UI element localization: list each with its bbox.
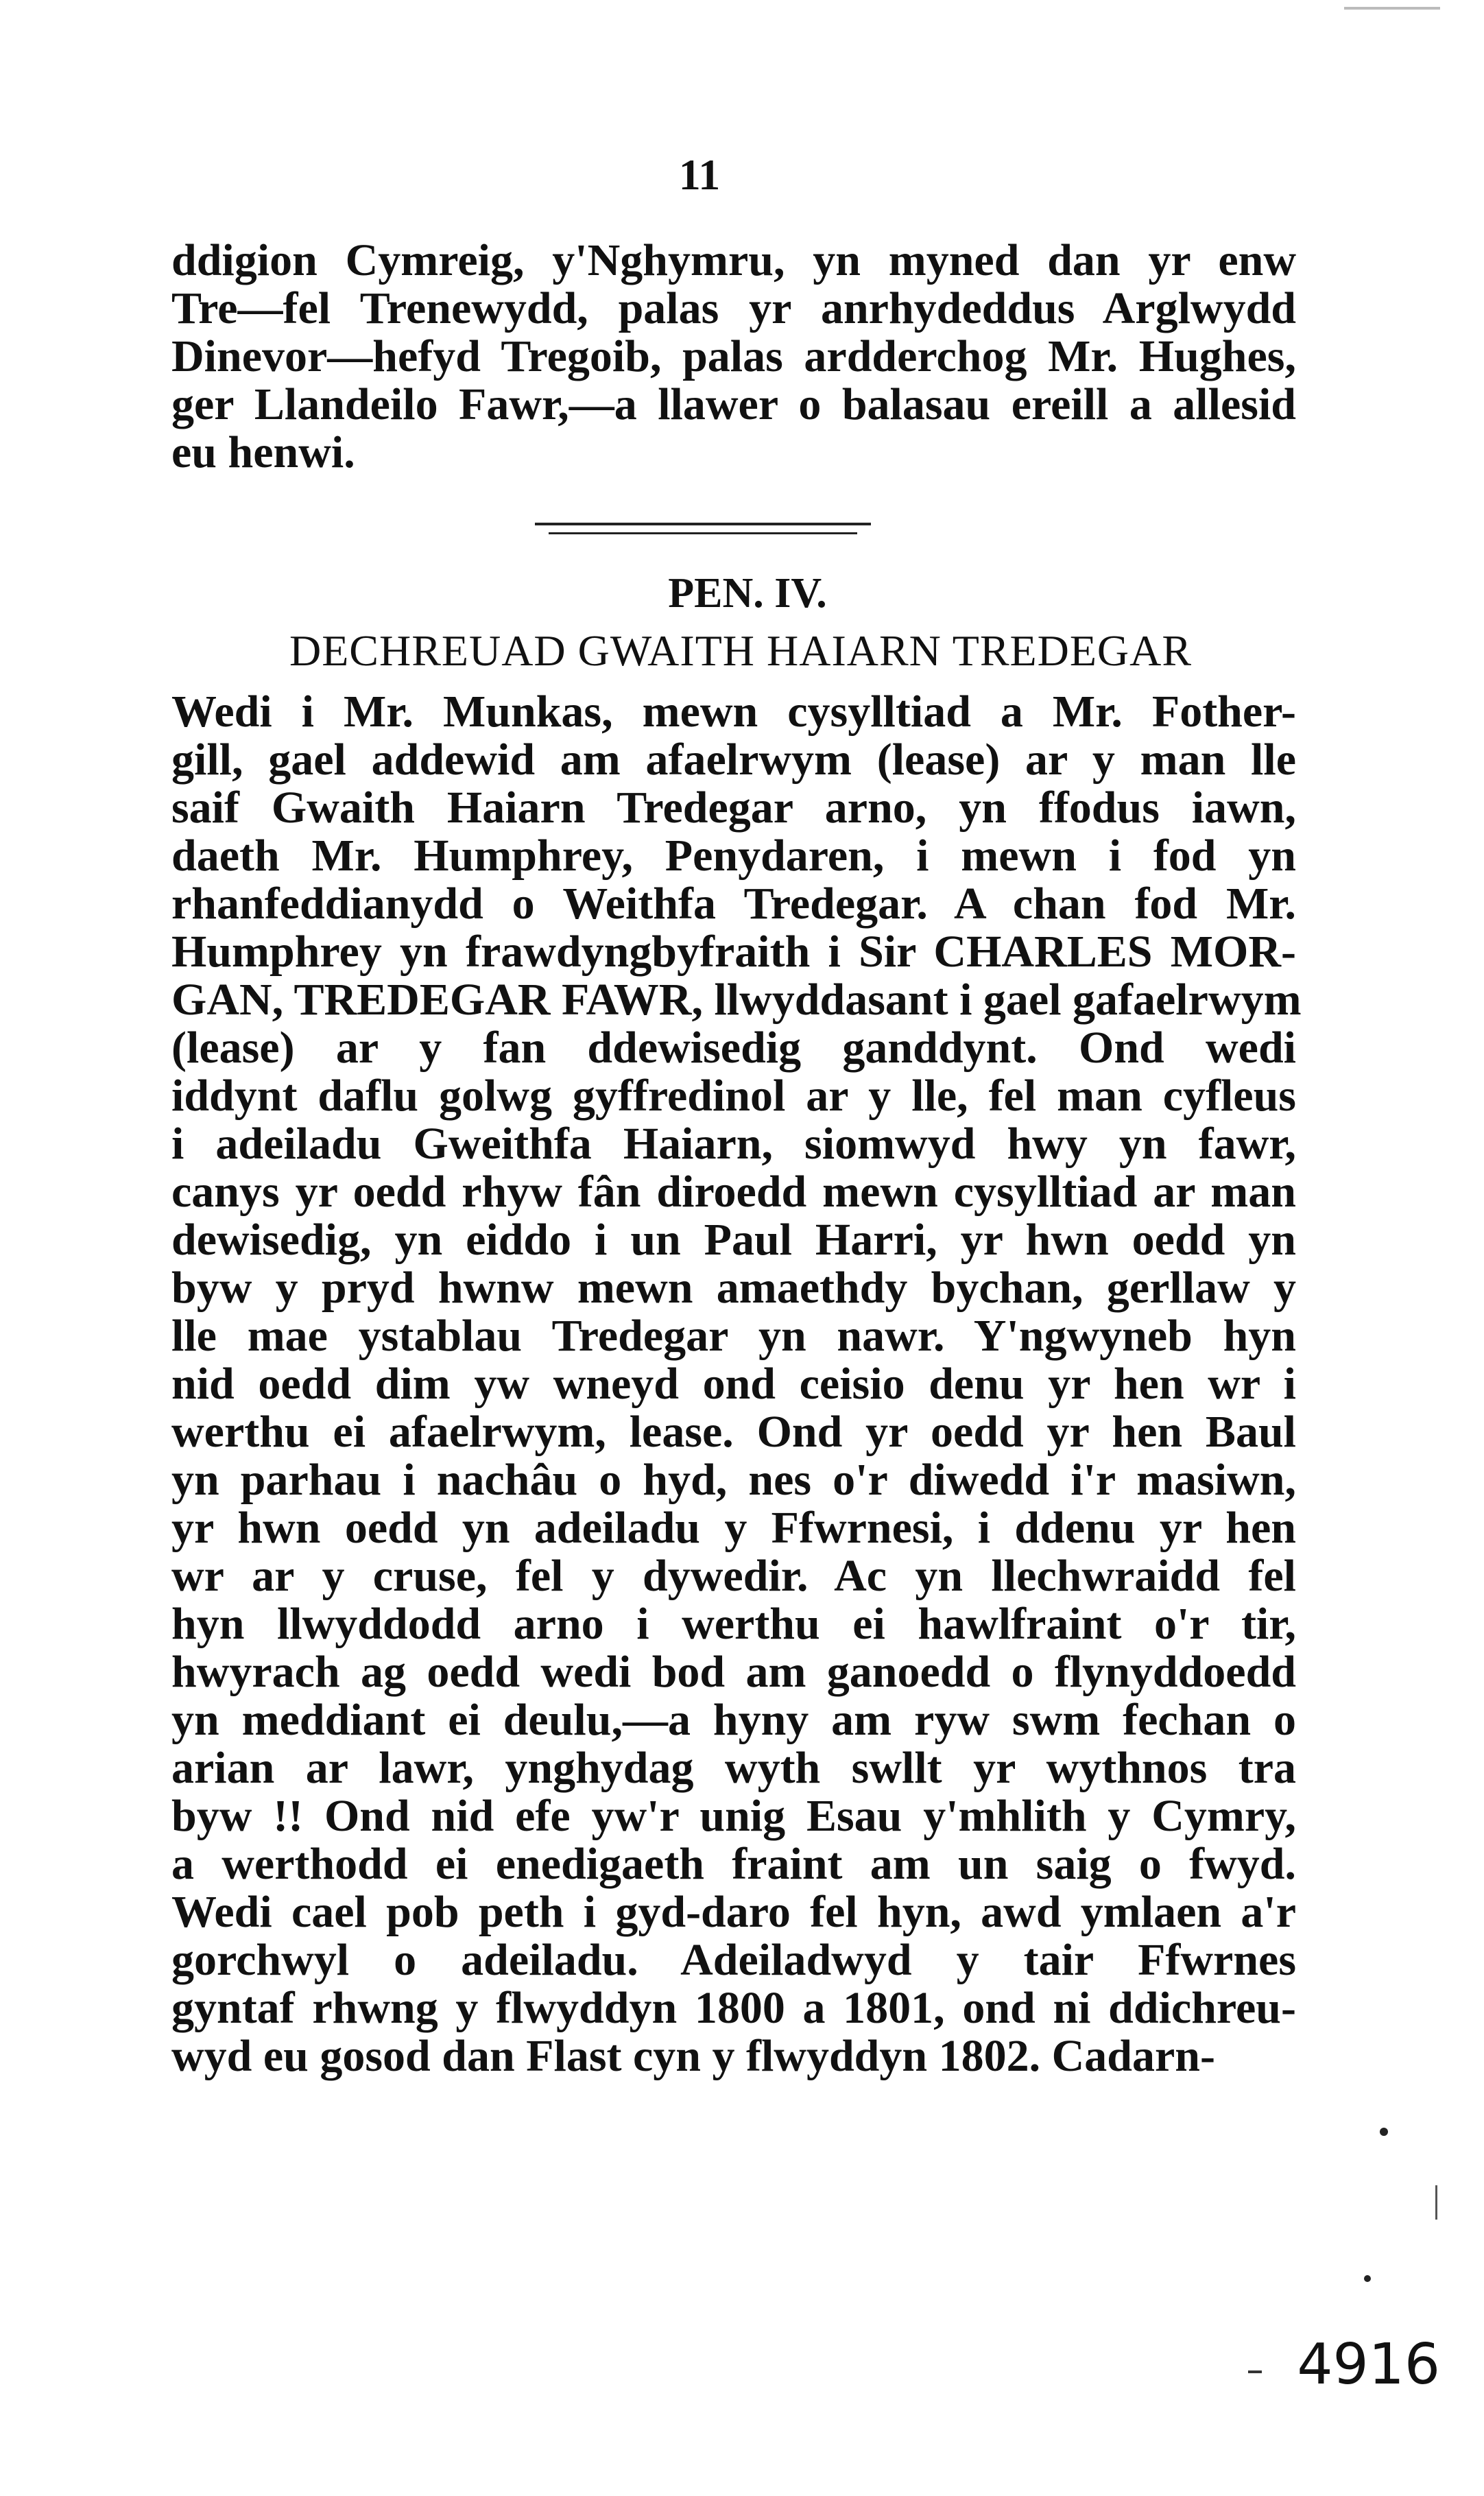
text-line: saif Gwaith Haiarn Tredegar arno, yn ffodus iawn, [171, 783, 1296, 833]
text-line: lle mae ystablau Tredegar yn nawr. Y'ngwyneb hyn [171, 1311, 1296, 1361]
text-line: wr ar y cruse, fel y dywedir. Ac yn llechwraidd fel [171, 1551, 1296, 1601]
text-line: dewisedig, yn eiddo i un Paul Harri, yr hwn oedd yn [171, 1215, 1296, 1265]
text-line: (lease) ar y fan ddewisedig ganddynt. Ond wedi [171, 1023, 1296, 1073]
text-line: Tre—fel Trenewydd, palas yr anrhydeddus Arglwydd [171, 283, 1296, 333]
text-line: yn parhau i nachâu o hyd, nes o'r diwedd i'r masiwn, [171, 1455, 1296, 1505]
text-line: hwyrach ag oedd wedi bod am ganoedd o flynyddoedd [171, 1647, 1296, 1697]
text-line: i adeiladu Gweithfa Haiarn, siomwyd hwy yn fawr, [171, 1119, 1296, 1169]
text-line: Wedi cael pob peth i gyd-daro fel hyn, awd ymlaen a'r [171, 1887, 1296, 1937]
text-line: GAN, TREDEGAR FAWR, llwyddasant i gael gafaelrwym [171, 975, 1302, 1025]
text-line: iddynt daflu golwg gyffredinol ar y lle, fel man cyfleus [171, 1071, 1296, 1121]
text-line: gorchwyl o adeiladu. Adeiladwyd y tair Ffwrnes [171, 1935, 1296, 1985]
text-line: ger Llandeilo Fawr,—a llawer o balasau ereill a allesid [171, 379, 1296, 429]
chapter-label: PEN. IV. [668, 570, 827, 617]
ink-speck [1364, 2275, 1371, 2282]
text-line: byw !! Ond nid efe yw'r unig Esau y'mhlith y Cymry, [171, 1791, 1296, 1841]
catalog-dash [1248, 2370, 1262, 2373]
text-line: eu henwi. [171, 427, 355, 477]
text-line: nid oedd dim yw wneyd ond ceisio denu yr hen wr i [171, 1359, 1296, 1409]
text-line: wyd eu gosod dan Flast cyn y flwyddyn 1802. Cadarn- [171, 2031, 1215, 2081]
text-line: yr hwn oedd yn adeiladu y Ffwrnesi, i ddenu yr hen [171, 1503, 1296, 1553]
page-number: 11 [678, 150, 721, 199]
text-line: gyntaf rhwng y flwyddyn 1800 a 1801, ond ni ddichreu- [171, 1983, 1296, 2033]
text-line: a werthodd ei enedigaeth fraint am un saig o fwyd. [171, 1839, 1296, 1889]
text-line: ddigion Cymreig, y'Nghymru, yn myned dan yr enw [171, 235, 1296, 285]
text-line: Wedi i Mr. Munkas, mewn cysylltiad a Mr. Fother- [171, 687, 1296, 737]
text-line: daeth Mr. Humphrey, Penydaren, i mewn i fod yn [171, 831, 1296, 881]
text-line: canys yr oedd rhyw fân diroedd mewn cysylltiad ar man [171, 1167, 1296, 1217]
text-line: rhanfeddianydd o Weithfa Tredegar. A chan fod Mr. [171, 879, 1296, 929]
ink-speck [1380, 2128, 1388, 2136]
catalog-number: 4916 [1297, 2332, 1440, 2397]
ink-speck [1435, 2185, 1437, 2220]
text-line: byw y pryd hwnw mewn amaethdy bychan, gerllaw y [171, 1263, 1296, 1313]
text-line: Dinevor—hefyd Tregoib, palas ardderchog Mr. Hughes, [171, 331, 1296, 381]
text-line: gill, gael addewid am afaelrwym (lease) ar y man lle [171, 735, 1296, 785]
text-line: Humphrey yn frawdyngbyfraith i Sir CHARLES MOR- [171, 927, 1296, 977]
chapter-title: DECHREUAD GWAITH HAIARN TREDEGAR [289, 626, 1193, 675]
text-line: arian ar lawr, ynghydag wyth swllt yr wythnos tra [171, 1743, 1296, 1793]
text-line: werthu ei afaelrwym, lease. Ond yr oedd yr hen Baul [171, 1407, 1296, 1457]
text-line: hyn llwyddodd arno i werthu ei hawlfraint o'r tir, [171, 1599, 1296, 1649]
text-line: yn meddiant ei deulu,—a hyny am ryw swm fechan o [171, 1695, 1296, 1745]
